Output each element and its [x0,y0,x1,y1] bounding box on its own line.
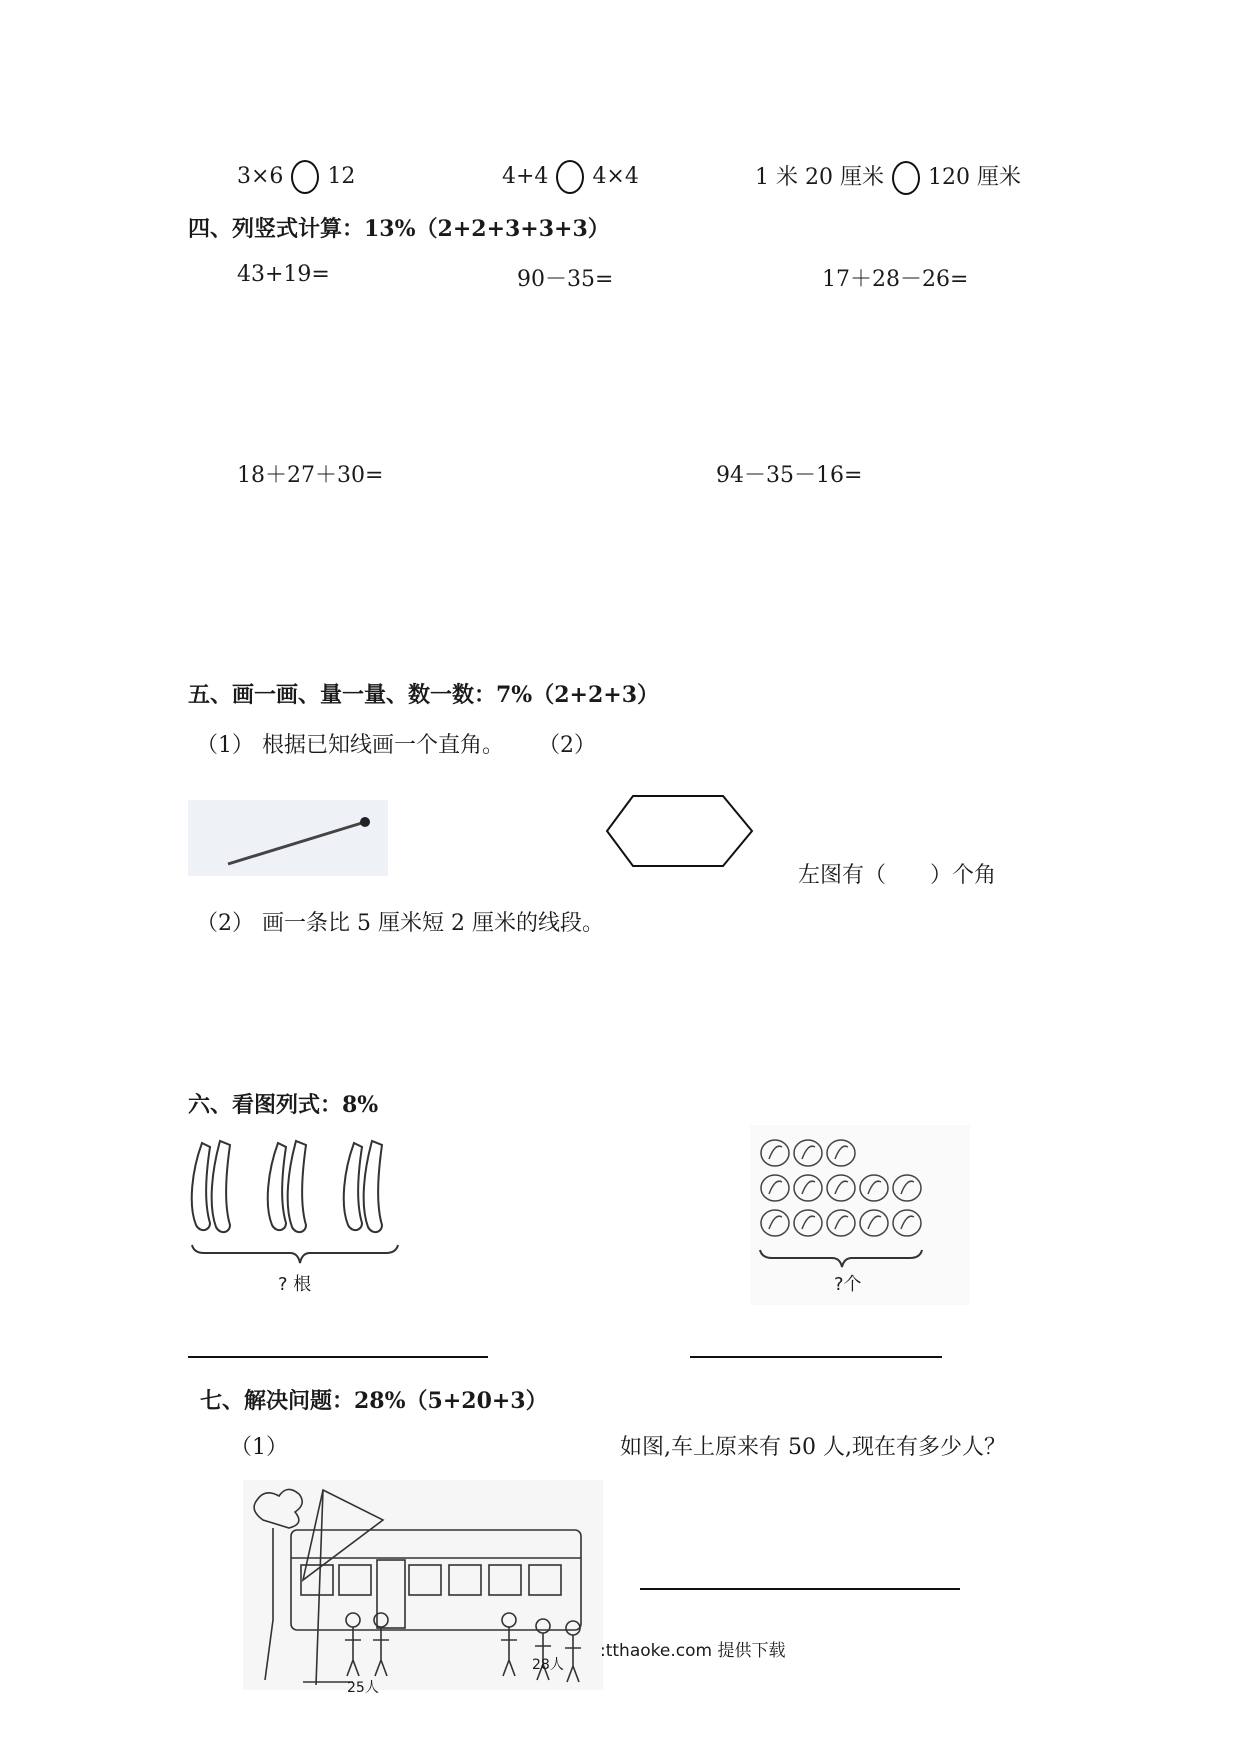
section4-heading: 四、列竖式计算：13%（2+2+3+3+3） [188,216,610,242]
peaches-label: ?个 [834,1274,862,1295]
section6-heading: 六、看图列式：8% [188,1092,379,1118]
compare-item-3 [755,160,1021,195]
section5-heading: 五、画一画、量一量、数一数：7%（2+2+3） [188,682,660,708]
angle-count-question: 左图有（ ）个角 [798,863,997,888]
bus-label-left: 25人 [347,1680,379,1696]
compare-right: 4×4 [592,164,639,189]
compare-blank-circle[interactable] [556,160,584,194]
hexagon-figure [605,793,765,871]
bananas-label: ? 根 [278,1274,312,1295]
problem-3: 17＋28－26= [822,267,969,292]
answer-line-right[interactable] [690,1356,942,1358]
section7-heading: 七、解决问题：28%（5+20+3） [200,1388,548,1414]
problem-4: 18＋27＋30= [237,463,384,488]
compare-item-1 [237,160,355,194]
bananas-figure [190,1135,420,1285]
q1-text: 根据已知线画一个直角。 [262,733,505,758]
footer-credit: :tthaoke.com 提供下载 [600,1641,786,1661]
answer-line-left[interactable] [188,1356,488,1358]
compare-right: 120 厘米 [927,165,1021,190]
given-line-figure [188,798,388,878]
q3-number: （2） [196,911,254,936]
section7-q1-text: 如图,车上原来有 50 人,现在有多少人？ [620,1435,1006,1460]
compare-blank-circle[interactable] [291,160,319,194]
q3-text: 画一条比 5 厘米短 2 厘米的线段。 [262,911,604,936]
compare-left: 1 米 20 厘米 [755,165,884,190]
answer-line-section7[interactable] [640,1588,960,1590]
q1-number: （1） [196,733,254,758]
compare-blank-circle[interactable] [892,161,920,195]
problem-1: 43+19= [237,262,330,287]
problem-5: 94－35－16= [716,463,863,488]
q2-number: （2） [538,733,596,758]
bus-label-right: 28人 [532,1657,564,1673]
section7-q1-number: （1） [230,1435,288,1460]
compare-item-2 [502,160,639,194]
problem-2: 90－35= [517,267,614,292]
compare-left: 3×6 [237,164,284,189]
compare-right: 12 [327,164,356,189]
compare-left: 4+4 [502,164,549,189]
